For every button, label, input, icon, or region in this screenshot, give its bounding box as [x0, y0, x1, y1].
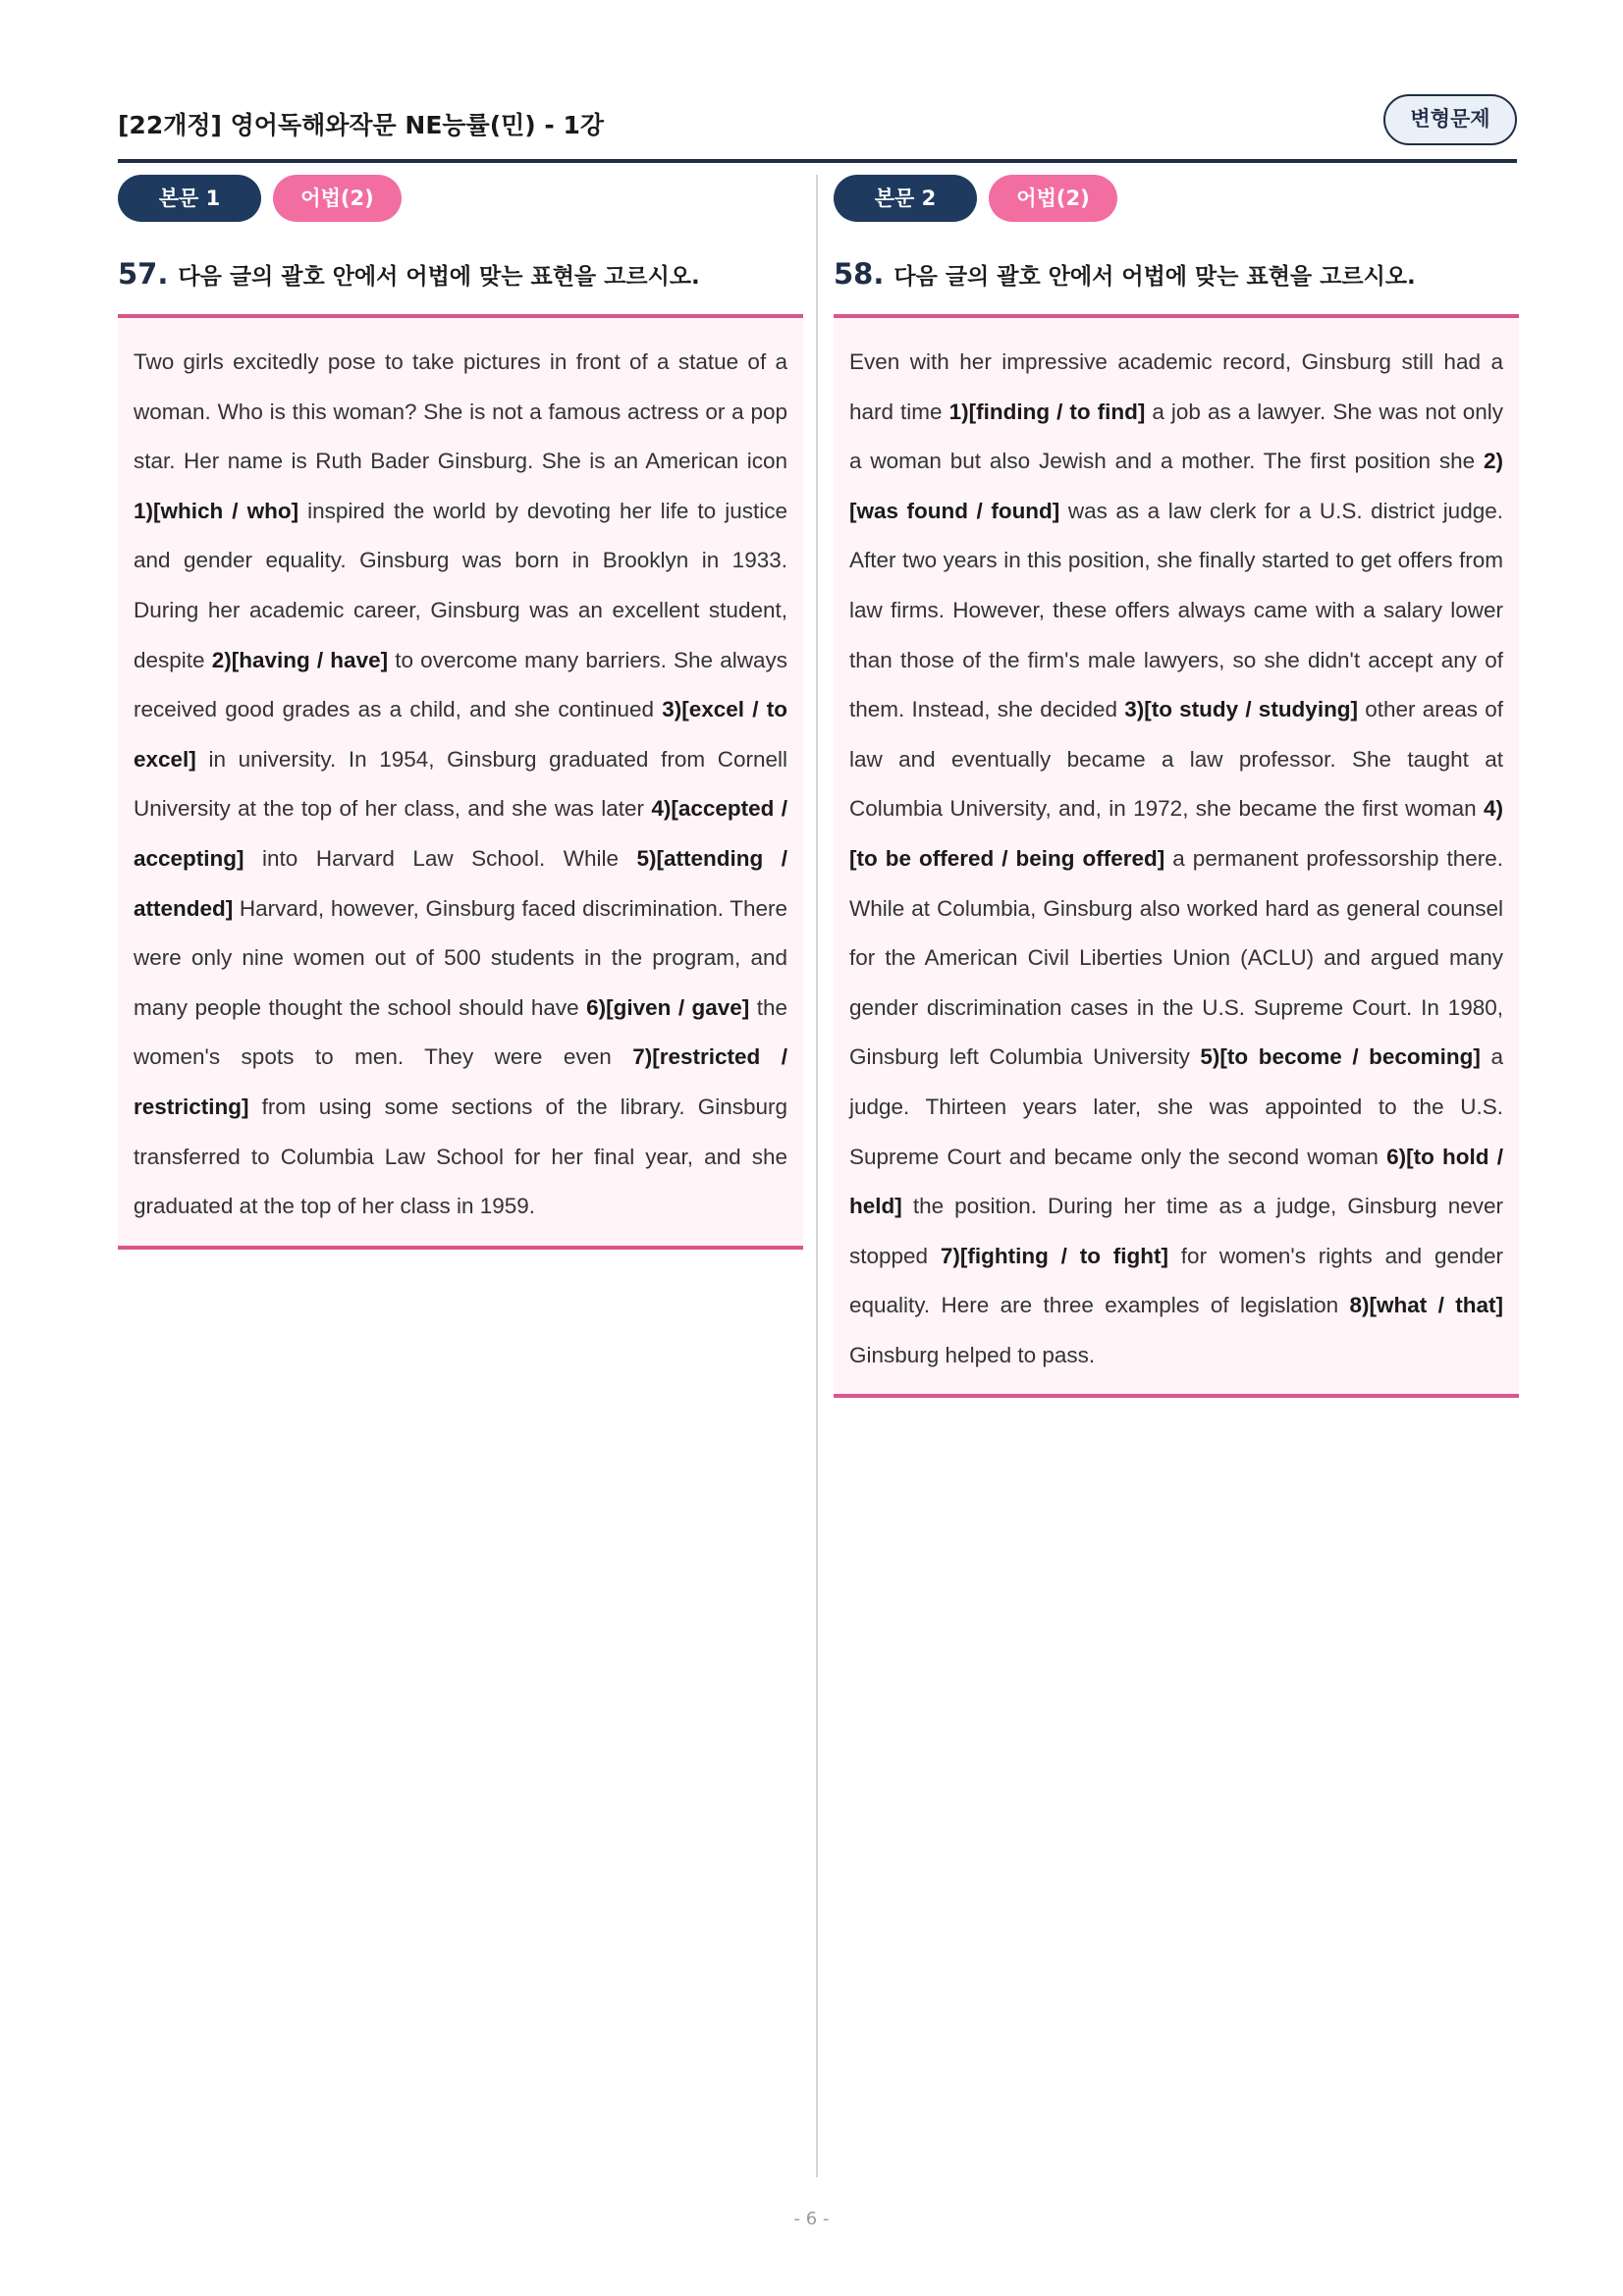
blank-6: 6)[to hold / held]: [849, 1144, 1503, 1219]
blank-1: 1)[finding / to find]: [948, 399, 1146, 424]
passage-58: [834, 314, 1519, 1398]
passage-text: Even with her impressive academic record, Ginsburg still had a hard time 1)[finding / to find] a job as a lawyer. She was not only a woman but also Jewish and a mother. The first position she 2)[was found / found] was as a law clerk for a U.S. district judge. After two years in this position, she finally started to get offers from law firms. However, these offers always came with a salary lower than those of the firm's male lawyers, so she didn't accept any of them. Instead, she decided 3)[to study / studying] other areas of law and eventually became a law professor. She taught at Columbia University, and, in 1972, she became the first woman 4)[to be offered / being offered] a permanent professorship there. While at Columbia, Ginsburg also worked hard as general counsel for the American Civil Liberties Union (ACLU) and argued many gender discrimination cases in the U.S. Supreme Court. In 1980, Ginsburg left Columbia University 5)[to become / becoming] a judge. Thirteen years later, she was appointed to the U.S. Supreme Court and became only the second woman 6)[to hold / held] the position. During her time as a judge, Ginsburg never stopped 7)[fighting / to fight] for women's rights and gender equality. Here are three examples of legislation 8)[what / that] Ginsburg helped to pass.: [849, 349, 1504, 1367]
blank-1: 1)[which / who]: [134, 498, 299, 523]
question-text: 다음 글의 괄호 안에서 어법에 맞는 표현을 고르시오.: [893, 264, 1416, 290]
passage-57: [118, 314, 803, 1250]
blank-2: 2)[was found / found]: [849, 449, 1503, 523]
blank-3: 3)[excel / to excel]: [134, 697, 787, 772]
grammar-tag-right: 어법(2): [989, 175, 1117, 222]
grammar-tag-left: 어법(2): [273, 175, 402, 222]
right-tags: [834, 175, 1117, 222]
blank-5: 5)[attending / attended]: [134, 845, 787, 921]
blank-7: 7)[restricted / restricting]: [134, 1044, 787, 1119]
blank-5: 5)[to become / becoming]: [1200, 1044, 1481, 1070]
blank-7: 7)[fighting / to fight]: [940, 1243, 1168, 1268]
question-number: 57.: [118, 257, 169, 291]
passage-2-tag: 본문 2: [834, 175, 977, 222]
document-title: [22개정] 영어독해와작문 NE능률(민) - 1강: [118, 111, 605, 139]
passage-text: Two girls excitedly pose to take pictures in front of a statue of a woman. Who is this woman? She is not a famous actress or a pop star. Her name is Ruth Bader Ginsburg. She is an American icon 1)[which / who] inspired the world by devoting her life to justice and gender equality. Ginsburg was born in Brooklyn in 1933. During her academic career, Ginsburg was an excellent student, despite 2)[having / have] to overcome many barriers. She always received good grades as a child, and she continued 3)[excel / to excel] in university. In 1954, Ginsburg graduated from Cornell University at the top of her class, and she was later 4)[accepted / accepting] into Harvard Law School. While 5)[attending / attended] Harvard, however, Ginsburg faced discrimination. There were only nine women out of 500 students in the program, and many people thought the school should have 6)[given / gave] the women's spots to men. They were even 7)[restricted / restricting] from using some sections of the library. Ginsburg transferred to Columbia Law School for her final year, and she graduated at the top of her class in 1959.: [134, 349, 788, 1219]
variant-problem-badge[interactable]: 변형문제: [1383, 94, 1517, 145]
blank-6: 6)[given / gave]: [586, 994, 750, 1020]
question-57: [118, 257, 803, 291]
blank-4: 4)[to be offered / being offered]: [849, 796, 1503, 871]
page-header: [118, 94, 1517, 163]
column-divider: [816, 175, 818, 2177]
question-number: 58.: [834, 257, 885, 291]
left-tags: [118, 175, 402, 222]
question-text: 다음 글의 괄호 안에서 어법에 맞는 표현을 고르시오.: [178, 264, 700, 290]
page-number: - 6 -: [793, 2209, 830, 2229]
blank-4: 4)[accepted / accepting]: [134, 796, 787, 871]
blank-8: 8)[what / that]: [1349, 1293, 1503, 1318]
blank-2: 2)[having / have]: [211, 647, 389, 672]
passage-1-tag: 본문 1: [118, 175, 261, 222]
question-58: [834, 257, 1519, 291]
blank-3: 3)[to study / studying]: [1124, 697, 1359, 722]
